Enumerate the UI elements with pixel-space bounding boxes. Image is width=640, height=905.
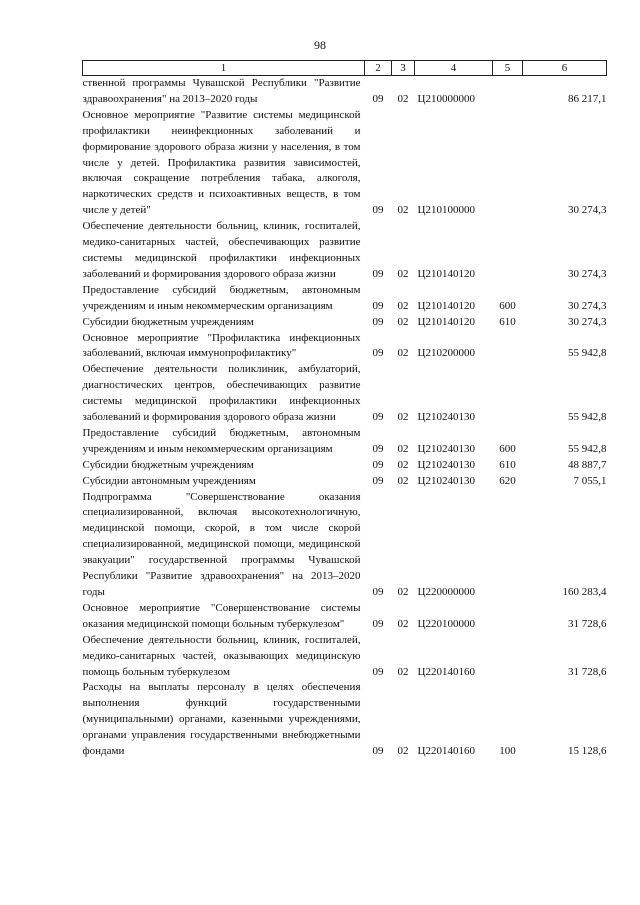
row-subsection: 02 — [397, 299, 409, 312]
row-section: 09 — [372, 617, 384, 630]
row-target-code: Ц210240130 — [417, 442, 475, 455]
row-subsection: 02 — [397, 474, 409, 487]
row-expense-type — [493, 76, 523, 108]
row-amount: 55 942,8 — [568, 442, 607, 455]
row-target-code: Ц210200000 — [417, 347, 475, 360]
row-amount: 55 942,8 — [568, 411, 607, 424]
row-section: 09 — [372, 315, 384, 328]
row-description: Предоставление субсидий бюджетным, автономным учреждениям и иным некоммерческим организациям — [82, 283, 361, 312]
row-description: Основное мероприятие "Развитие системы медицинской профилактики неинфекционных заболеваний и формирование здорового образа жизни у населения, в том числе у детей. Профилактика развития зависимостей, включая сокращение потребления табака, алкоголя, наркотических средств и психоактивных веществ, в том числе у детей" — [82, 108, 361, 217]
table-row — [83, 633, 607, 681]
row-description: Подпрограмма "Совершенствование оказания специализированной, включая высокотехнологичную, медицинской помощи, скорой, в том числе скорой специализированной, медицинской помощи, медицинской эвакуации" государственной программы Чувашской Республики "Развитие здравоохранения" на 2013–2020 годы — [82, 490, 361, 598]
row-target-code: Ц220140160 — [417, 745, 475, 758]
row-description: Расходы на выплаты персоналу в целях обеспечения выполнения функций государственными (муниципальными) органами, казенными учреждениями, органами управления государственными внебюджетными фондами — [82, 681, 361, 758]
row-section: 09 — [372, 347, 384, 360]
row-expense-type — [493, 219, 523, 283]
row-amount: 55 942,8 — [568, 347, 607, 360]
row-amount: 15 128,6 — [568, 745, 607, 758]
table-row — [83, 601, 607, 633]
row-target-code: Ц220000000 — [417, 586, 475, 598]
row-amount: 160 283,4 — [562, 586, 607, 598]
header-col-6: 6 — [523, 61, 607, 76]
row-subsection: 02 — [397, 411, 409, 424]
row-amount: 30 274,3 — [568, 299, 607, 312]
table-row — [83, 315, 607, 331]
row-section: 09 — [372, 204, 384, 217]
row-description: Субсидии бюджетным учреждениям — [82, 315, 254, 328]
row-expense-type — [493, 362, 523, 426]
row-amount: 7 055,1 — [573, 474, 607, 487]
row-target-code: Ц210240130 — [417, 474, 475, 487]
row-description: Основное мероприятие "Профилактика инфекционных заболеваний, включая иммунопрофилактику" — [82, 331, 361, 360]
row-section: 09 — [372, 474, 384, 487]
row-expense-type: 600 — [499, 299, 516, 312]
row-subsection: 02 — [397, 442, 409, 455]
row-expense-type: 620 — [499, 474, 516, 487]
row-section: 09 — [372, 745, 384, 758]
row-target-code: Ц210240130 — [417, 458, 475, 471]
row-target-code: Ц220140160 — [417, 665, 475, 678]
row-subsection: 02 — [397, 665, 409, 678]
row-section: 09 — [372, 92, 384, 105]
table-row — [83, 76, 607, 108]
row-description: ственной программы Чувашской Республики "Развитие здравоохранения" на 2013–2020 годы — [82, 77, 361, 105]
row-amount: 86 217,1 — [568, 92, 607, 105]
row-expense-type — [493, 601, 523, 633]
row-subsection: 02 — [397, 347, 409, 360]
row-amount: 31 728,6 — [568, 665, 607, 678]
row-section: 09 — [372, 586, 384, 598]
row-subsection: 02 — [397, 586, 409, 598]
table-header-row — [83, 61, 607, 76]
row-description: Обеспечение деятельности больниц, клиник, госпиталей, медико-санитарных частей, оказывающих медицинскую помощь больным туберкулезом — [82, 633, 361, 678]
row-subsection: 02 — [397, 92, 409, 105]
row-expense-type: 600 — [499, 442, 516, 455]
row-target-code: Ц210140120 — [417, 299, 475, 312]
row-expense-type: 100 — [499, 745, 516, 758]
row-description: Субсидии автономным учреждениям — [82, 474, 256, 487]
row-expense-type — [493, 108, 523, 219]
table-row — [83, 680, 607, 760]
row-description: Предоставление субсидий бюджетным, автономным учреждениям и иным некоммерческим организациям — [82, 426, 361, 455]
header-col-5: 5 — [493, 61, 523, 76]
table-row — [83, 426, 607, 458]
row-amount: 30 274,3 — [568, 315, 607, 328]
row-target-code: Ц210140120 — [417, 267, 475, 280]
header-col-4: 4 — [415, 61, 493, 76]
row-section: 09 — [372, 458, 384, 471]
row-section: 09 — [372, 442, 384, 455]
row-section: 09 — [372, 267, 384, 280]
row-subsection: 02 — [397, 617, 409, 630]
table-row — [83, 474, 607, 490]
table-row — [83, 490, 607, 601]
row-subsection: 02 — [397, 745, 409, 758]
header-col-1: 1 — [83, 61, 365, 76]
row-section: 09 — [372, 411, 384, 424]
row-target-code: Ц210100000 — [417, 204, 475, 217]
row-subsection: 02 — [397, 315, 409, 328]
row-target-code: Ц210240130 — [417, 411, 475, 424]
row-description: Субсидии бюджетным учреждениям — [82, 458, 254, 471]
row-amount: 48 887,7 — [568, 458, 607, 471]
row-subsection: 02 — [397, 458, 409, 471]
row-expense-type — [493, 490, 523, 601]
row-description: Обеспечение деятельности больниц, клиник, госпиталей, медико-санитарных частей, обеспечивающих развитие системы медицинской профилактики инфекционных заболеваний и формирования здорового образа жизни — [82, 220, 361, 280]
row-expense-type — [493, 331, 523, 363]
row-section: 09 — [372, 665, 384, 678]
table-row — [83, 108, 607, 219]
row-subsection: 02 — [397, 204, 409, 217]
page-number: 98 — [314, 38, 326, 52]
row-expense-type: 610 — [499, 458, 516, 471]
row-section: 09 — [372, 299, 384, 312]
row-target-code: Ц220100000 — [417, 617, 475, 630]
table-row — [83, 331, 607, 363]
table-row — [83, 283, 607, 315]
row-amount: 31 728,6 — [568, 617, 607, 630]
row-amount: 30 274,3 — [568, 267, 607, 280]
row-amount: 30 274,3 — [568, 204, 607, 217]
budget-table — [82, 60, 607, 760]
row-description: Основное мероприятие "Совершенствование системы оказания медицинской помощи больным туберкулезом" — [82, 601, 361, 630]
header-col-3: 3 — [392, 61, 415, 76]
row-subsection: 02 — [397, 267, 409, 280]
table-row — [83, 458, 607, 474]
header-col-2: 2 — [365, 61, 392, 76]
row-expense-type: 610 — [499, 315, 516, 328]
table-body — [83, 76, 607, 760]
row-description: Обеспечение деятельности поликлиник, амбулаторий, диагностических центров, обеспечивающих развитие системы медицинской профилактики инфекционных заболеваний и формирования здорового образа жизни — [82, 363, 361, 424]
row-expense-type — [493, 633, 523, 681]
table-row — [83, 219, 607, 283]
table-row — [83, 362, 607, 426]
row-target-code: Ц210000000 — [417, 92, 475, 105]
row-target-code: Ц210140120 — [417, 315, 475, 328]
